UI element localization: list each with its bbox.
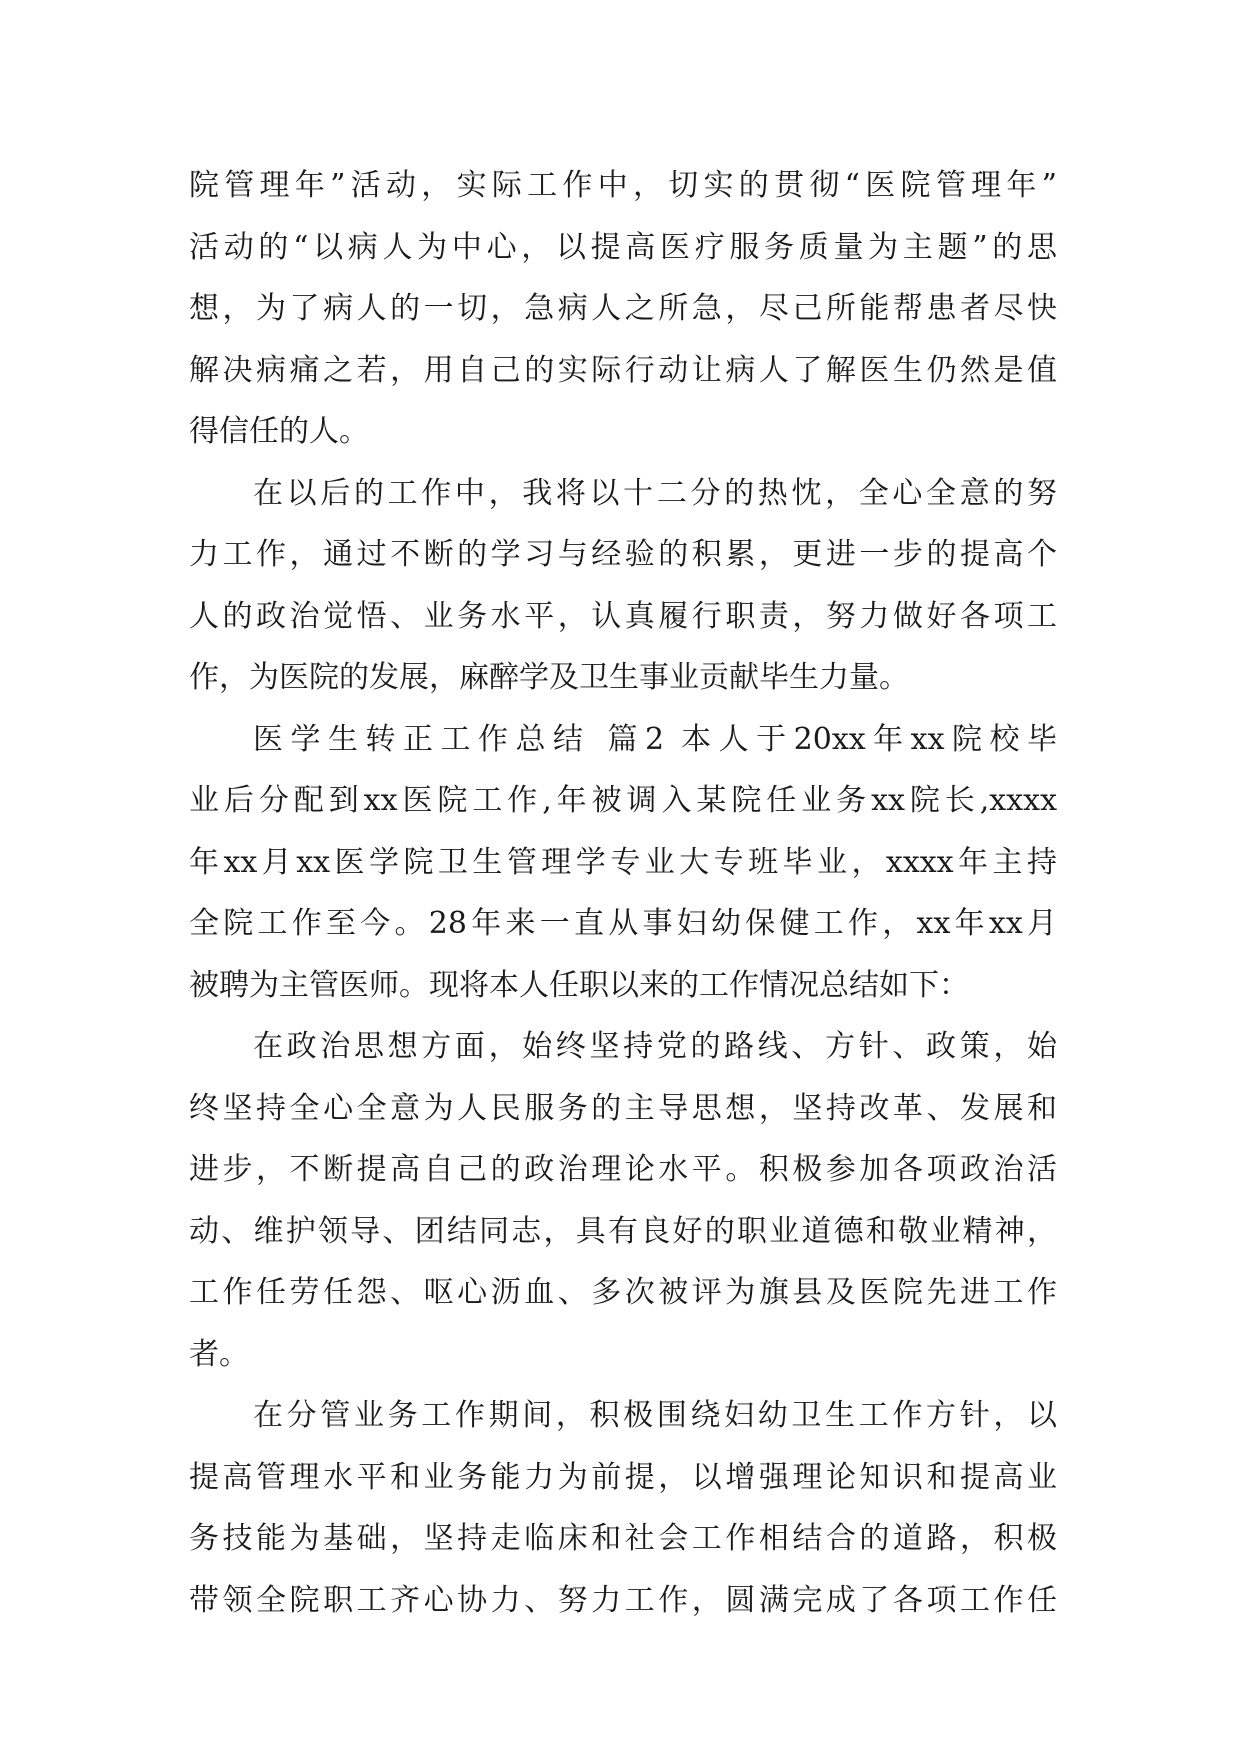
text-line: 动、维护领导、团结同志，具有良好的职业道德和敬业精神， xyxy=(189,1213,1057,1249)
text-line: 在以后的工作中，我将以十二分的热忱，全心全意的努 xyxy=(253,475,1057,511)
text-line: 全院工作至今。28年来一直从事妇幼保健工作，xx年xx月 xyxy=(189,906,1057,941)
text-line: 工作任劳任怨、呕心沥血、多次被评为旗县及医院先进工作 xyxy=(189,1275,1057,1310)
text-line: 在政治思想方面，始终坚持党的路线、方针、政策，始 xyxy=(253,1029,1057,1064)
text-line: 业后分配到xx医院工作,年被调入某院任业务xx院长,xxxx xyxy=(189,783,1057,818)
text-line: 务技能为基础，坚持走临床和社会工作相结合的道路，积极 xyxy=(189,1521,1057,1556)
text-line: 作，为医院的发展，麻醉学及卫生事业贡献毕生力量。 xyxy=(189,660,909,695)
text-line: 者。 xyxy=(189,1336,249,1372)
text-line: 力工作，通过不断的学习与经验的积累，更进一步的提高个 xyxy=(189,537,1057,572)
text-line: 医学生转正工作总结 篇2 本人于20xx年xx院校毕 xyxy=(253,721,1057,757)
text-line: 想，为了病人的一切，急病人之所急，尽己所能帮患者尽快 xyxy=(189,291,1057,326)
text-line: 提高管理水平和业务能力为前提，以增强理论知识和提高业 xyxy=(189,1459,1057,1495)
text-line: 在分管业务工作期间，积极围绕妇幼卫生工作方针，以 xyxy=(253,1398,1057,1433)
text-line: 终坚持全心全意为人民服务的主导思想，坚持改革、发展和 xyxy=(189,1090,1057,1126)
text-line: 活动的“以病人为中心，以提高医疗服务质量为主题”的思 xyxy=(189,229,1057,265)
text-line: 带领全院职工齐心协力、努力工作，圆满完成了各项工作任 xyxy=(189,1582,1057,1618)
text-line: 人的政治觉悟、业务水平，认真履行职责，努力做好各项工 xyxy=(189,598,1057,634)
text-line: 进步，不断提高自己的政治理论水平。积极参加各项政治活 xyxy=(189,1152,1057,1187)
text-line: 得信任的人。 xyxy=(189,414,369,449)
text-line: 被聘为主管医师。现将本人任职以来的工作情况总结如下： xyxy=(189,967,969,1003)
document-body xyxy=(189,155,1057,1631)
text-line: 解决病痛之若，用自己的实际行动让病人了解医生仍然是值 xyxy=(189,352,1057,388)
text-line: 院管理年”活动，实际工作中，切实的贯彻“医院管理年” xyxy=(189,168,1057,203)
text-line: 年xx月xx医学院卫生管理学专业大专班毕业，xxxx年主持 xyxy=(189,844,1057,880)
